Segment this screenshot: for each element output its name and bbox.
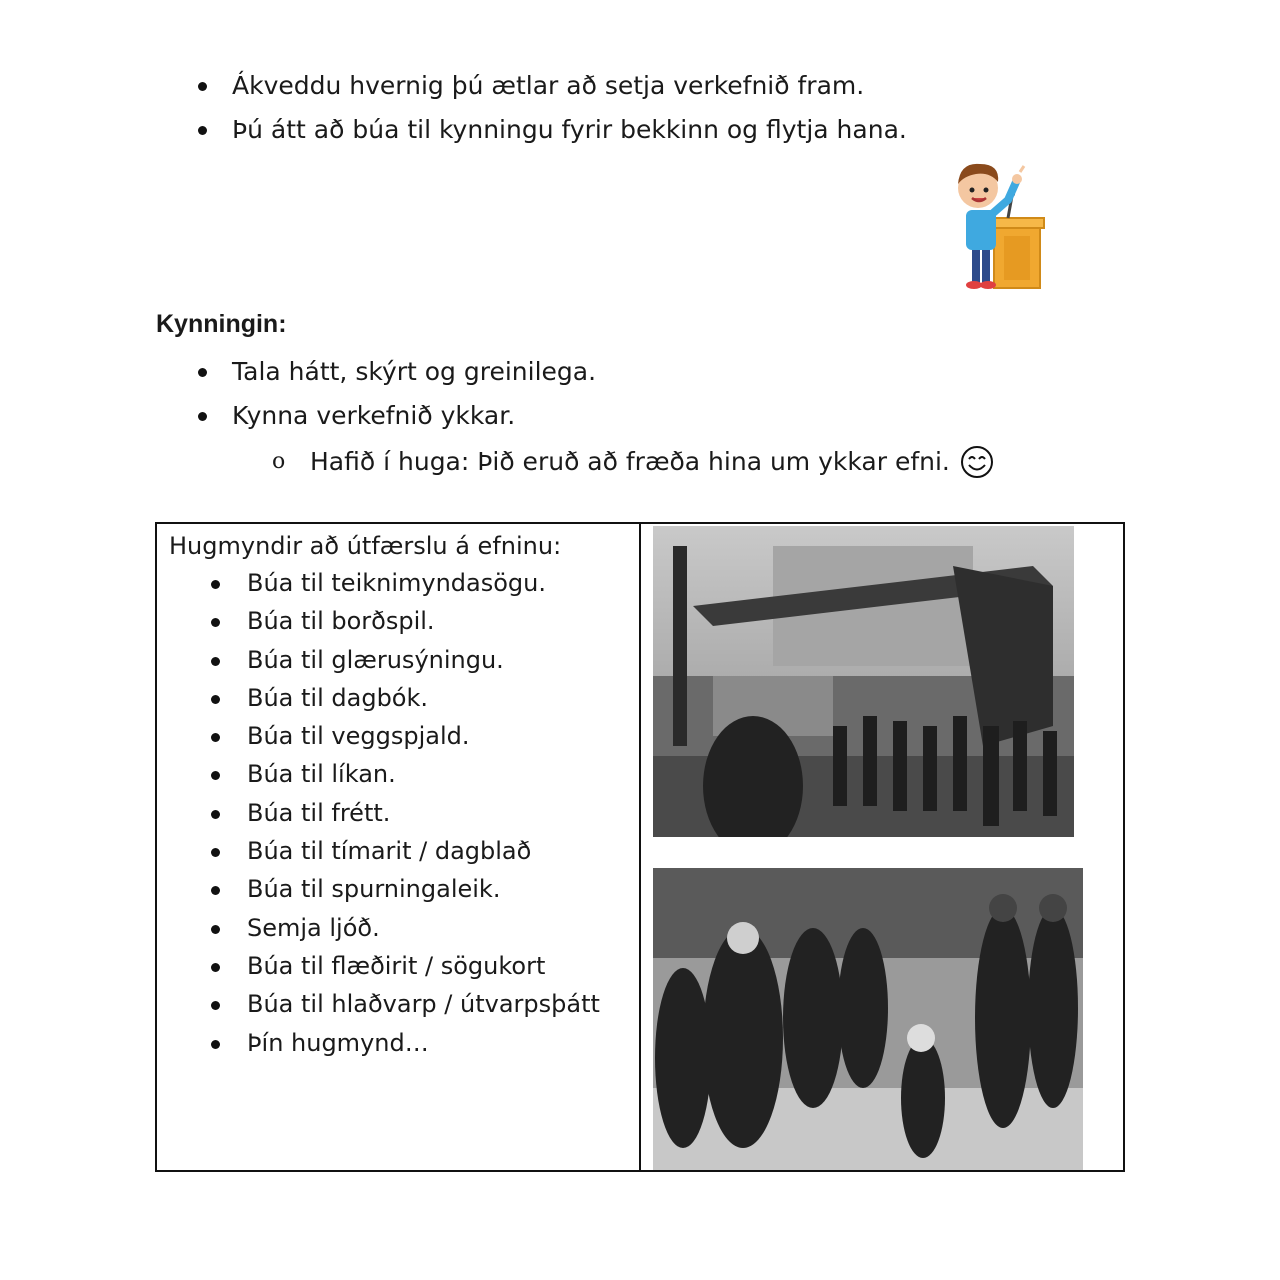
idea-item: Búa til glærusýningu. xyxy=(207,641,600,679)
presentation-list xyxy=(196,350,596,438)
idea-item: Búa til teiknimyndasögu. xyxy=(207,564,600,602)
presentation-bullet: Tala hátt, skýrt og greinilega. xyxy=(196,350,596,394)
presentation-bullet: Kynna verkefnið ykkar. xyxy=(196,394,596,438)
idea-item: Búa til tímarit / dagblað xyxy=(207,832,600,870)
ideas-table xyxy=(155,522,1125,1172)
ideas-list xyxy=(207,564,600,1062)
idea-item: Þín hugmynd… xyxy=(207,1024,600,1062)
sub-bullet-marker: o xyxy=(272,449,286,474)
smiley-icon xyxy=(960,445,994,479)
intro-bullet: Þú átt að búa til kynningu fyrir bekkinn og flytja hana. xyxy=(196,108,907,152)
idea-item: Búa til flæðirit / sögukort xyxy=(207,947,600,985)
sub-bullet-text: Hafið í huga: Þið eruð að fræða hina um ykkar efni. xyxy=(310,447,950,476)
ideas-text-cell xyxy=(157,524,641,1170)
idea-item: Semja ljóð. xyxy=(207,909,600,947)
presentation-heading: Kynningin: xyxy=(156,310,287,338)
presentation-sub-bullet xyxy=(272,440,994,484)
idea-item: Búa til borðspil. xyxy=(207,602,600,640)
idea-item: Búa til dagbók. xyxy=(207,679,600,717)
presenter-kid-icon xyxy=(946,152,1050,292)
idea-item: Búa til veggspjald. xyxy=(207,717,600,755)
idea-item: Búa til hlaðvarp / útvarpsþátt xyxy=(207,985,600,1023)
ghetto-bridge-photo xyxy=(653,526,1074,837)
intro-list xyxy=(196,64,907,152)
idea-item: Búa til líkan. xyxy=(207,755,600,793)
idea-item: Búa til frétt. xyxy=(207,794,600,832)
intro-bullet: Ákveddu hvernig þú ætlar að setja verkefnið fram. xyxy=(196,64,907,108)
idea-item: Búa til spurningaleik. xyxy=(207,870,600,908)
ideas-heading: Hugmyndir að útfærslu á efninu: xyxy=(169,532,562,560)
ghetto-uprising-photo xyxy=(653,868,1083,1170)
